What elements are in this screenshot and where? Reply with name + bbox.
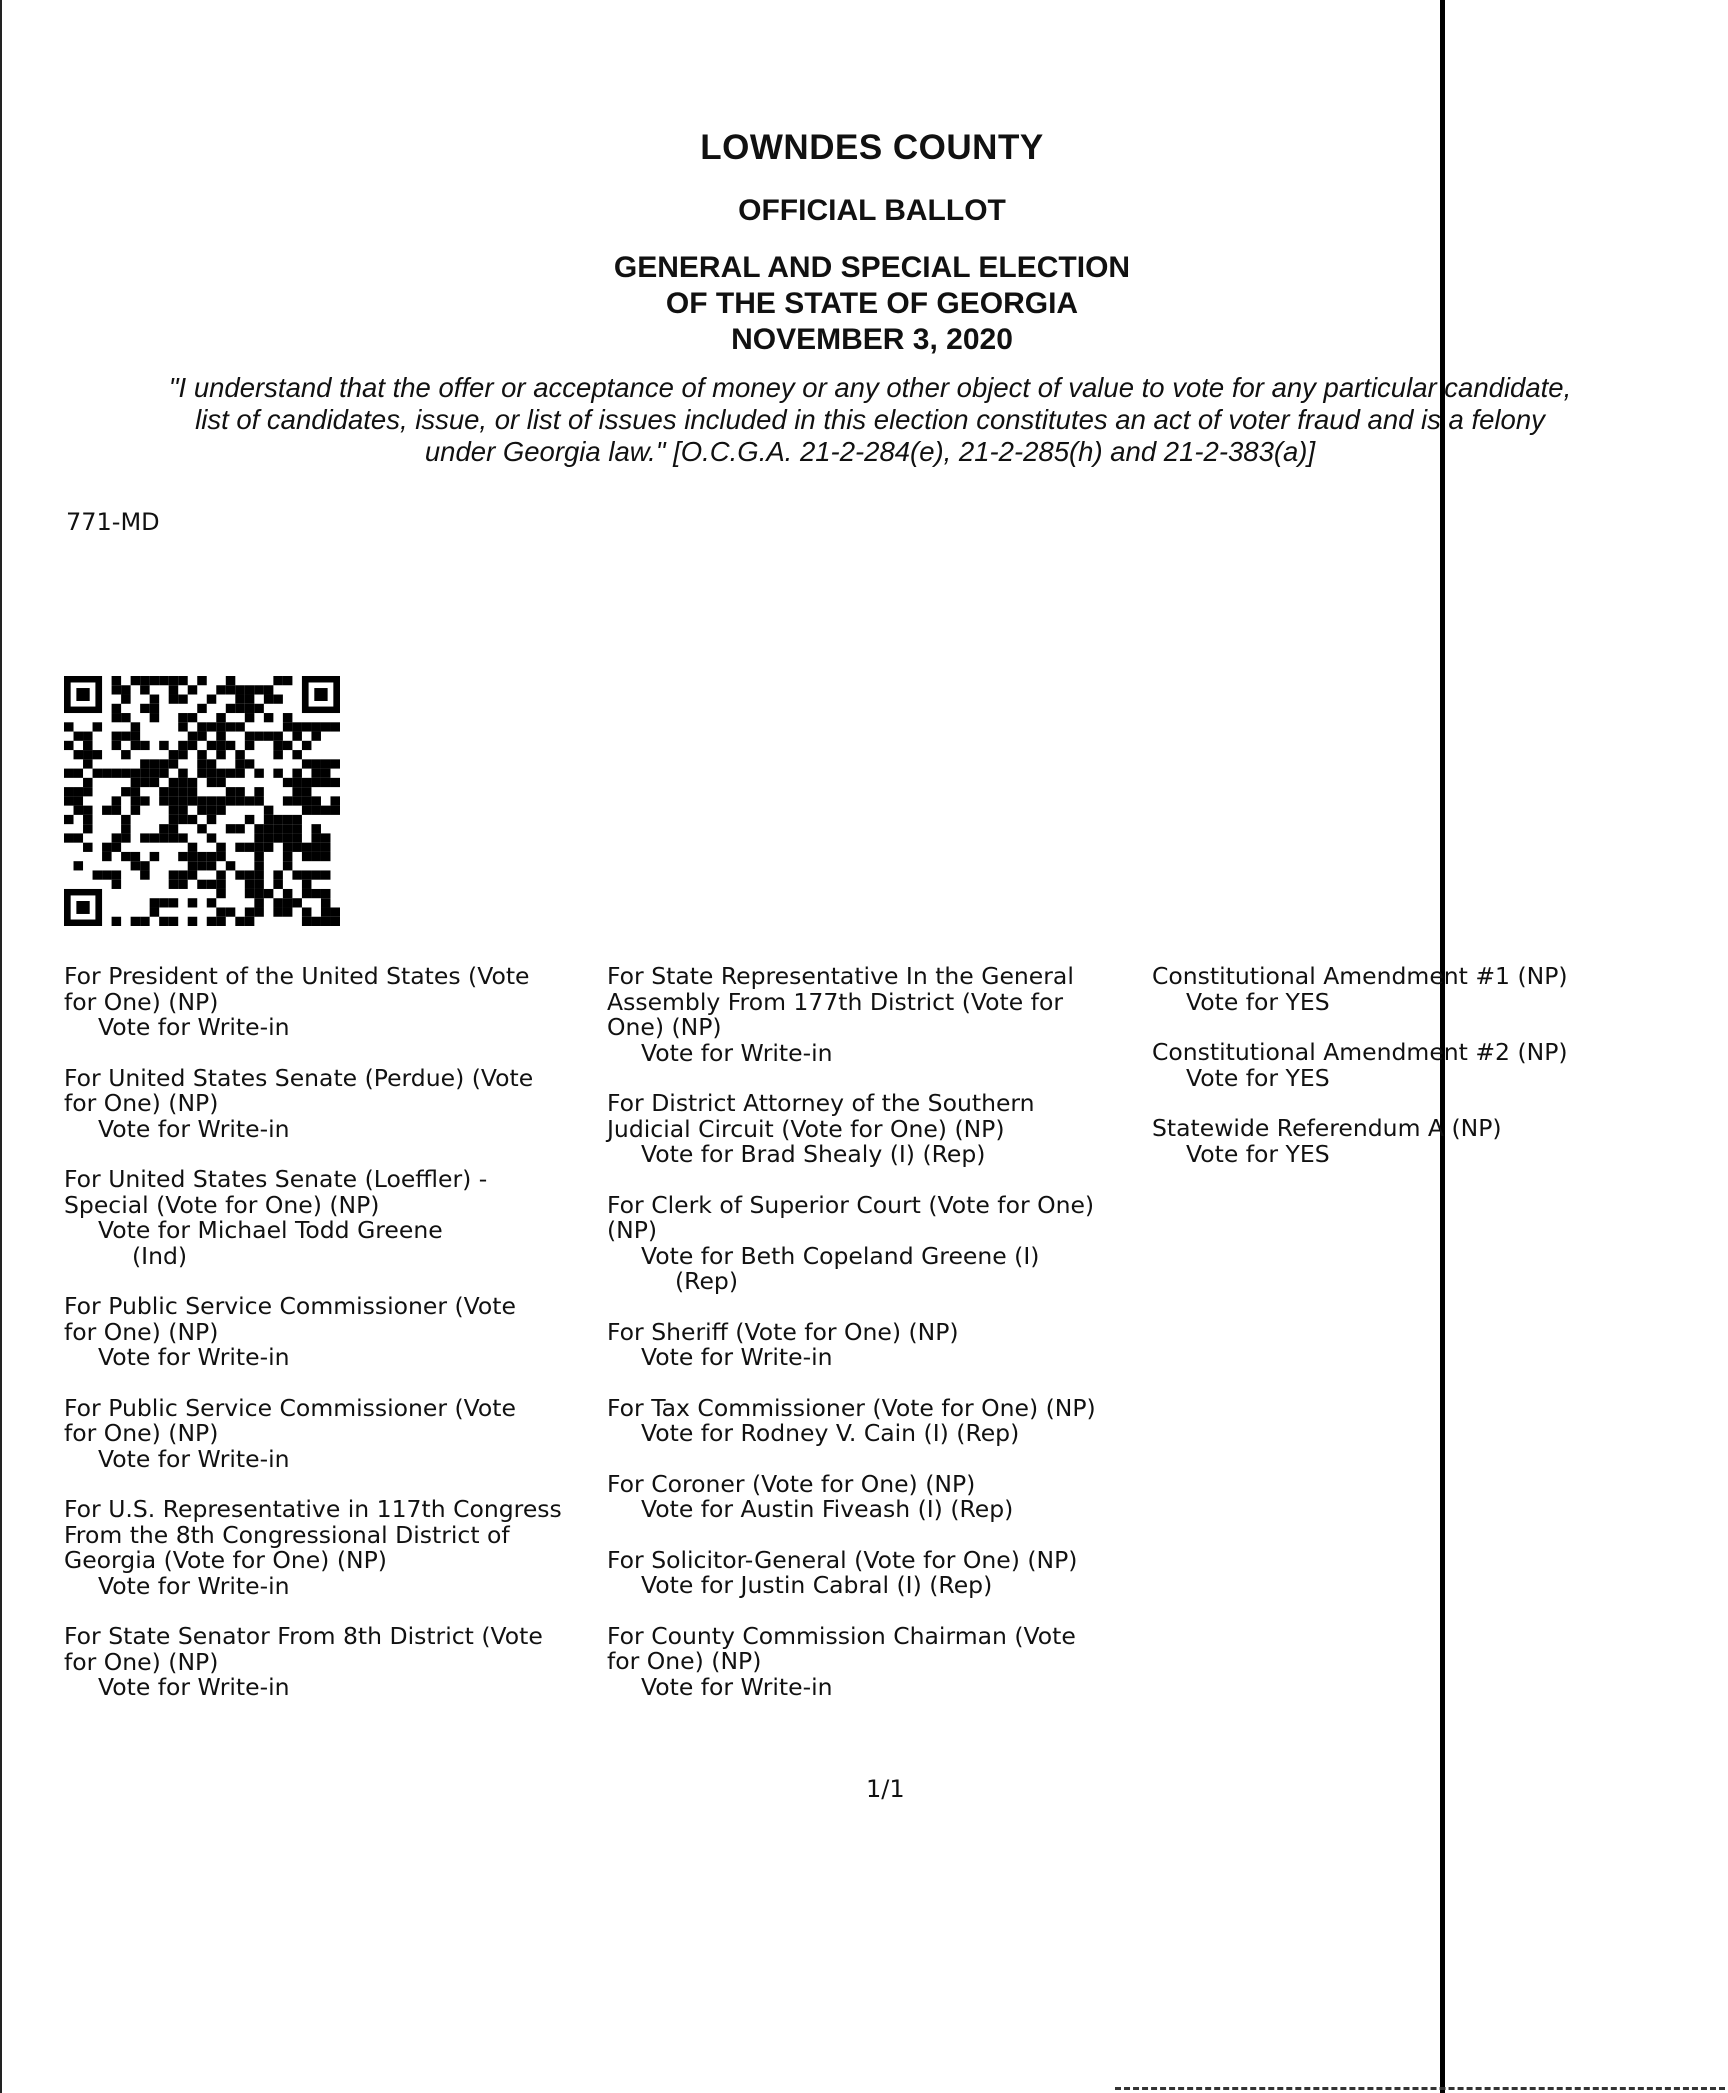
race-title: for One) (NP) (64, 1317, 219, 1346)
scan-bottom-edge (1115, 2087, 1725, 2090)
election-title-line2: OF THE STATE OF GEORGIA (665, 287, 1079, 320)
vote-selection: Vote for YES (1186, 987, 1330, 1016)
race-entry (1152, 1040, 1692, 1091)
vote-selection: (Rep) (675, 1267, 738, 1295)
race-title: For State Senator From 8th District (Vote (64, 1622, 543, 1650)
race-title: (NP) (607, 1216, 658, 1244)
race-entry (607, 1545, 1147, 1599)
ballot-header (0, 128, 1728, 358)
race-title: For President of the United States (Vote (64, 962, 530, 990)
race-entry (607, 964, 1147, 1066)
race-entry (607, 1621, 1147, 1701)
qr-code-icon (64, 676, 340, 926)
race-title: One) (NP) (607, 1013, 722, 1041)
vote-selection: Vote for Write-in (98, 1444, 290, 1473)
race-title: for One) (NP) (64, 1647, 219, 1676)
race-title: For Public Service Commissioner (Vote (64, 1393, 516, 1422)
vote-selection: Vote for Write-in (98, 1343, 290, 1371)
vote-selection: Vote for Austin Fiveash (I) (Rep) (641, 1495, 1014, 1523)
vote-selection: Vote for YES (1186, 1139, 1330, 1168)
race-entry (1152, 964, 1692, 1015)
election-title-line1: GENERAL AND SPECIAL ELECTION (613, 251, 1131, 284)
vote-selection: Vote for Michael Todd Greene (98, 1216, 443, 1244)
notice-line: list of candidates, issue, or list of issues included in this election constitutes an act of voter fraud and is a felony (195, 404, 1545, 435)
race-entry (64, 1393, 604, 1473)
ballot-column-3 (1152, 964, 1692, 1192)
race-entry (64, 1167, 604, 1269)
race-title: for One) (NP) (607, 1647, 762, 1675)
vote-selection: Vote for Brad Shealy (I) (Rep) (641, 1140, 986, 1168)
race-title: for One) (NP) (64, 987, 219, 1016)
race-title: For State Representative In the General (607, 962, 1074, 990)
notice-line: under Georgia law." [O.C.G.A. 21-2-284(e), 21-2-285(h) and 21-2-383(a)] (424, 436, 1316, 467)
race-entry (607, 1393, 1147, 1447)
race-entry (64, 1294, 604, 1371)
race-entry (607, 1469, 1147, 1523)
vote-selection: Vote for Write-in (641, 1672, 833, 1701)
vote-selection: Vote for Rodney V. Cain (I) (Rep) (641, 1419, 1020, 1447)
race-title: Judicial Circuit (Vote for One) (NP) (607, 1114, 1005, 1143)
race-title: For United States Senate (Loeffler) - (64, 1165, 488, 1193)
race-title: For Tax Commissioner (Vote for One) (NP) (607, 1393, 1096, 1422)
vote-selection: Vote for Write-in (641, 1343, 833, 1371)
race-title: for One) (NP) (64, 1089, 219, 1117)
county-title: LOWNDES COUNTY (700, 128, 1044, 167)
ballot-column-1 (64, 964, 604, 1726)
race-title: For Clerk of Superior Court (Vote for One) (607, 1190, 1095, 1219)
race-title: For U.S. Representative in 117th Congress (64, 1495, 562, 1523)
race-entry (64, 1497, 604, 1599)
race-entry (64, 1063, 604, 1143)
race-title: For United States Senate (Perdue) (Vote (64, 1063, 534, 1092)
vote-selection: Vote for YES (1186, 1063, 1330, 1092)
race-title: Special (Vote for One) (NP) (64, 1190, 380, 1219)
race-title: For Sheriff (Vote for One) (NP) (607, 1317, 959, 1346)
race-title: for One) (NP) (64, 1419, 219, 1447)
race-title: Constitutional Amendment #2 (NP) (1152, 1038, 1568, 1066)
election-date: NOVEMBER 3, 2020 (731, 323, 1013, 356)
vote-selection: (Ind) (132, 1241, 188, 1270)
vote-selection: Vote for Write-in (98, 1673, 290, 1701)
race-title: Statewide Referendum A (NP) (1152, 1114, 1502, 1142)
race-title: Assembly From 177th District (Vote for (607, 987, 1063, 1016)
race-title: Georgia (Vote for One) (NP) (64, 1546, 387, 1574)
vote-selection: Vote for Write-in (641, 1038, 833, 1067)
race-title: For County Commission Chairman (Vote (607, 1621, 1076, 1650)
race-entry (607, 1091, 1147, 1168)
page-number: 1/1 (866, 1775, 905, 1803)
race-entry (1152, 1116, 1692, 1167)
ballot-type: OFFICIAL BALLOT (738, 194, 1006, 227)
race-entry (64, 964, 604, 1041)
ballot-column-2 (607, 964, 1147, 1725)
vote-selection: Vote for Beth Copeland Greene (I) (641, 1241, 1040, 1270)
vote-selection: Vote for Write-in (98, 1571, 290, 1600)
vote-selection: Vote for Justin Cabral (I) (Rep) (641, 1571, 993, 1599)
vote-selection: Vote for Write-in (98, 1114, 290, 1143)
ballot-code: 771-MD (66, 508, 160, 536)
race-entry (607, 1317, 1147, 1371)
race-title: For Coroner (Vote for One) (NP) (607, 1469, 976, 1498)
race-title: For Solicitor-General (Vote for One) (NP) (607, 1545, 1078, 1574)
race-title: For Public Service Commissioner (Vote (64, 1292, 516, 1320)
race-title: From the 8th Congressional District of (64, 1520, 510, 1549)
vote-selection: Vote for Write-in (98, 1013, 290, 1041)
voter-fraud-notice (60, 372, 1680, 468)
race-entry (64, 1624, 604, 1701)
race-entry (607, 1190, 1147, 1295)
race-title: Constitutional Amendment #1 (NP) (1152, 962, 1568, 990)
race-title: For District Attorney of the Southern (607, 1089, 1035, 1117)
notice-line: "I understand that the offer or acceptance of money or any other object of value to vote for any particular candidate, (168, 372, 1572, 403)
